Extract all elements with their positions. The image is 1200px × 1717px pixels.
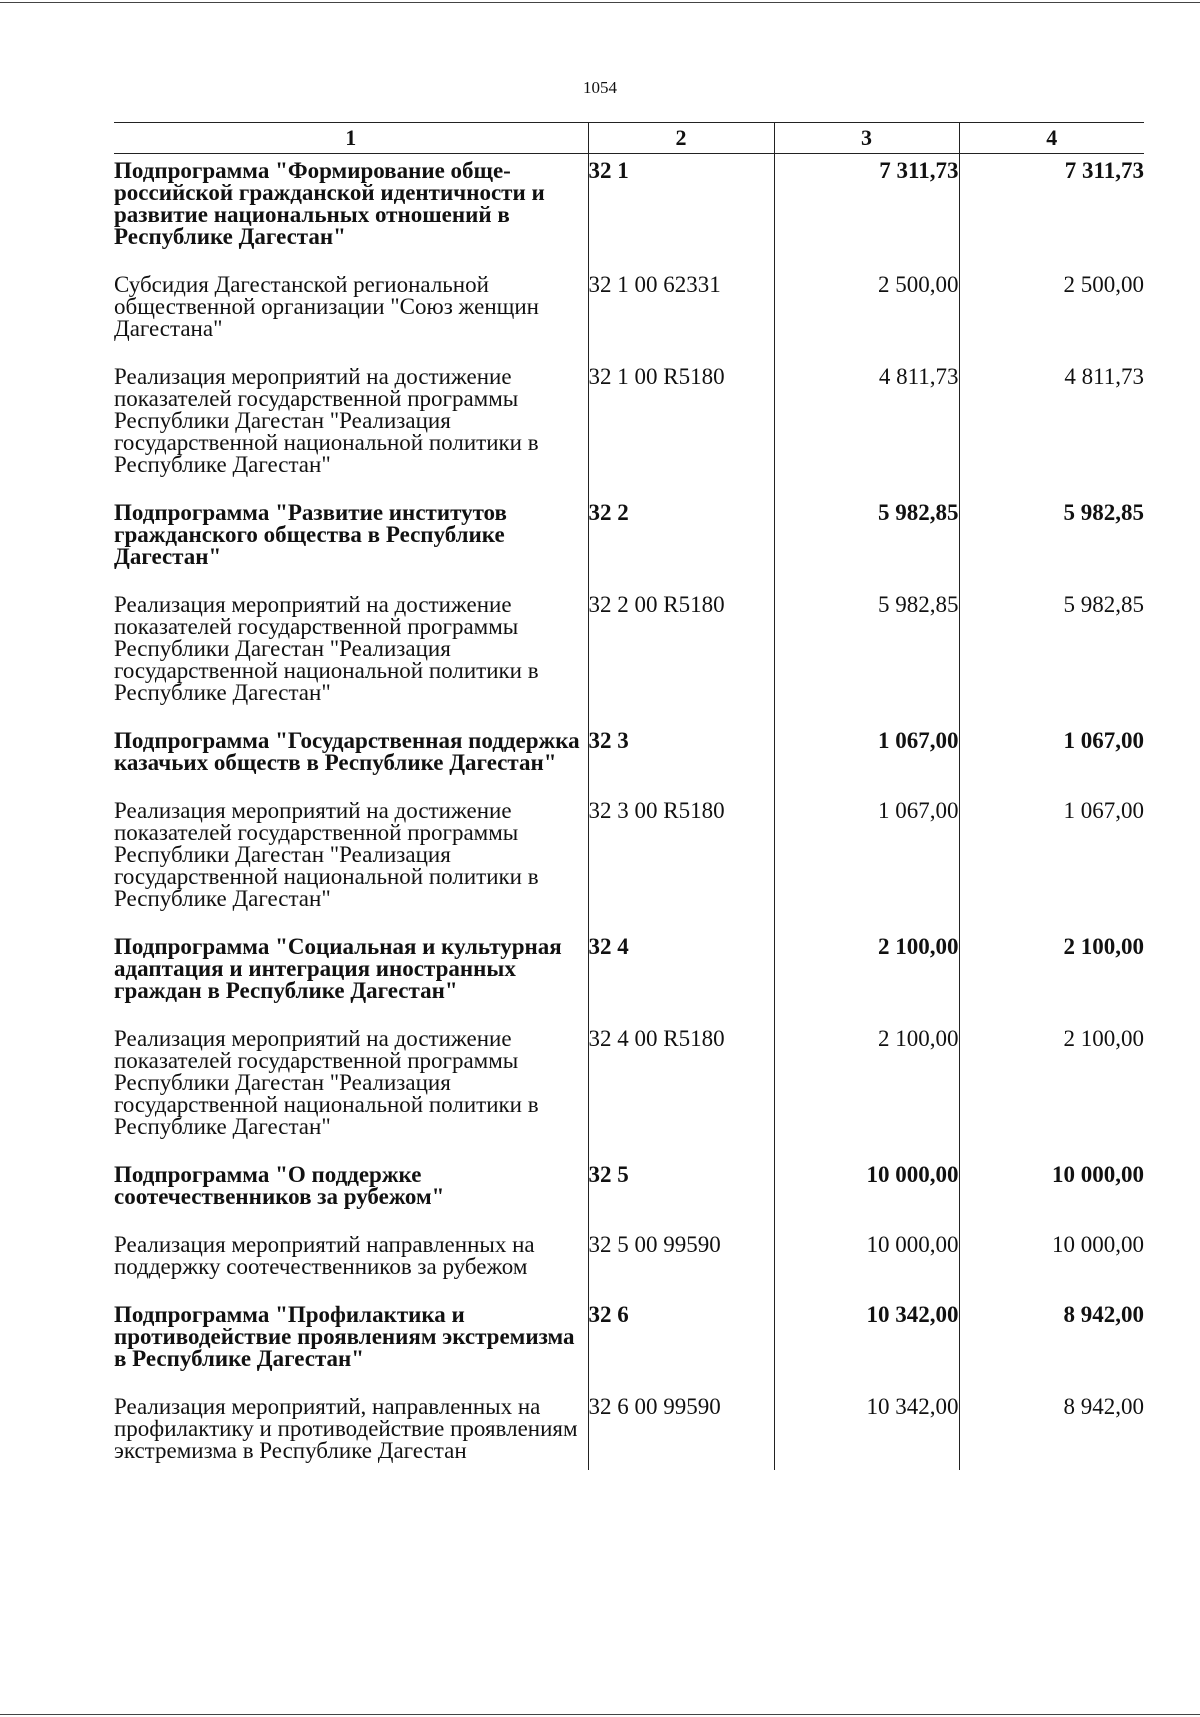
- subprogram-row: [114, 1298, 1144, 1390]
- code-cell: 32 2 00 R5180: [588, 588, 774, 724]
- column-header-3: 3: [774, 123, 959, 154]
- name-cell: Реализация мероприятий на достижение показателей государственной программы Республики Дагестан "Реализация государственной национальной политики в Республике Дагестан": [114, 1026, 539, 1139]
- amount-col3-cell: 7 311,73: [774, 154, 959, 269]
- name-cell: Подпрограмма "Профилактика и противодействие проявлениям экстремизма в Республике Дагестан": [114, 1302, 575, 1371]
- table-row: [114, 794, 1144, 930]
- name-cell: Реализация мероприятий, направленных на профилактику и противодействие проявлениям экстремизма в Республике Дагестан: [114, 1394, 578, 1463]
- page-number: 1054: [583, 78, 617, 97]
- table-row: [114, 588, 1144, 724]
- amount-col4-cell: 2 500,00: [959, 268, 1144, 360]
- scan-top-edge: [0, 2, 1200, 3]
- code-cell: 32 3 00 R5180: [588, 794, 774, 930]
- column-header-1: 1: [114, 123, 588, 154]
- name-cell: Реализация мероприятий на достижение показателей государственной программы Республики Дагестан "Реализация государственной национальной политики в Республике Дагестан": [114, 592, 539, 705]
- amount-col3-cell: 10 342,00: [774, 1298, 959, 1390]
- table-row: [114, 268, 1144, 360]
- subprogram-row: [114, 154, 1144, 269]
- amount-col3-cell: 2 100,00: [774, 930, 959, 1022]
- code-cell: 32 2: [588, 496, 774, 588]
- subprogram-row: [114, 724, 1144, 794]
- code-cell: 32 3: [588, 724, 774, 794]
- amount-col3-cell: 10 000,00: [774, 1228, 959, 1298]
- table-row: [114, 1390, 1144, 1470]
- table-header-row: [114, 123, 1144, 154]
- amount-col4-cell: 4 811,73: [959, 360, 1144, 496]
- budget-table: [114, 122, 1144, 1470]
- name-cell: Подпрограмма "Социальная и культурная адаптация и интеграция иностранных граждан в Республике Дагестан": [114, 934, 562, 1003]
- amount-col3-cell: 1 067,00: [774, 794, 959, 930]
- amount-col4-cell: 8 942,00: [959, 1298, 1144, 1390]
- code-cell: 32 6: [588, 1298, 774, 1390]
- name-cell: Подпрограмма "Государственная поддержка казачьих обществ в Республике Дагестан": [114, 728, 580, 775]
- code-cell: 32 1 00 62331: [588, 268, 774, 360]
- name-cell: Реализация мероприятий на достижение показателей государственной программы Республики Дагестан "Реализация государственной национальной политики в Республике Дагестан": [114, 364, 539, 477]
- amount-col4-cell: 2 100,00: [959, 930, 1144, 1022]
- code-cell: 32 5 00 99590: [588, 1228, 774, 1298]
- table-row: [114, 1228, 1144, 1298]
- code-cell: 32 4: [588, 930, 774, 1022]
- name-cell: Подпрограмма "Развитие институтов гражданского общества в Республике Дагестан": [114, 500, 507, 569]
- name-cell: Подпрограмма "О поддержке соотечественников за рубежом": [114, 1162, 445, 1209]
- amount-col4-cell: 10 000,00: [959, 1228, 1144, 1298]
- amount-col4-cell: 8 942,00: [959, 1390, 1144, 1470]
- amount-col4-cell: 5 982,85: [959, 588, 1144, 724]
- amount-col4-cell: 2 100,00: [959, 1022, 1144, 1158]
- subprogram-row: [114, 496, 1144, 588]
- amount-col4-cell: 1 067,00: [959, 794, 1144, 930]
- amount-col3-cell: 5 982,85: [774, 588, 959, 724]
- column-header-2: 2: [588, 123, 774, 154]
- amount-col3-cell: 10 000,00: [774, 1158, 959, 1228]
- amount-col3-cell: 2 100,00: [774, 1022, 959, 1158]
- column-header-4: 4: [959, 123, 1144, 154]
- amount-col3-cell: 10 342,00: [774, 1390, 959, 1470]
- code-cell: 32 1: [588, 154, 774, 269]
- table-row: [114, 1022, 1144, 1158]
- amount-col3-cell: 5 982,85: [774, 496, 959, 588]
- subprogram-row: [114, 1158, 1144, 1228]
- scan-bottom-edge: [0, 1714, 1200, 1715]
- amount-col4-cell: 1 067,00: [959, 724, 1144, 794]
- amount-col3-cell: 1 067,00: [774, 724, 959, 794]
- amount-col4-cell: 7 311,73: [959, 154, 1144, 269]
- name-cell: Реализация мероприятий направленных на поддержку соотечественников за рубежом: [114, 1232, 535, 1279]
- code-cell: 32 5: [588, 1158, 774, 1228]
- name-cell: Субсидия Дагестанской региональной общественной организации "Союз женщин Дагестана": [114, 272, 539, 341]
- subprogram-row: [114, 930, 1144, 1022]
- name-cell: Реализация мероприятий на достижение показателей государственной программы Республики Дагестан "Реализация государственной национальной политики в Республике Дагестан": [114, 798, 539, 911]
- amount-col3-cell: 4 811,73: [774, 360, 959, 496]
- amount-col4-cell: 5 982,85: [959, 496, 1144, 588]
- code-cell: 32 6 00 99590: [588, 1390, 774, 1470]
- amount-col3-cell: 2 500,00: [774, 268, 959, 360]
- code-cell: 32 1 00 R5180: [588, 360, 774, 496]
- name-cell: Подпрограмма "Формирование обще-российской гражданской идентичности и развитие национальных отношений в Республике Дагестан": [114, 158, 545, 249]
- amount-col4-cell: 10 000,00: [959, 1158, 1144, 1228]
- table-row: [114, 360, 1144, 496]
- code-cell: 32 4 00 R5180: [588, 1022, 774, 1158]
